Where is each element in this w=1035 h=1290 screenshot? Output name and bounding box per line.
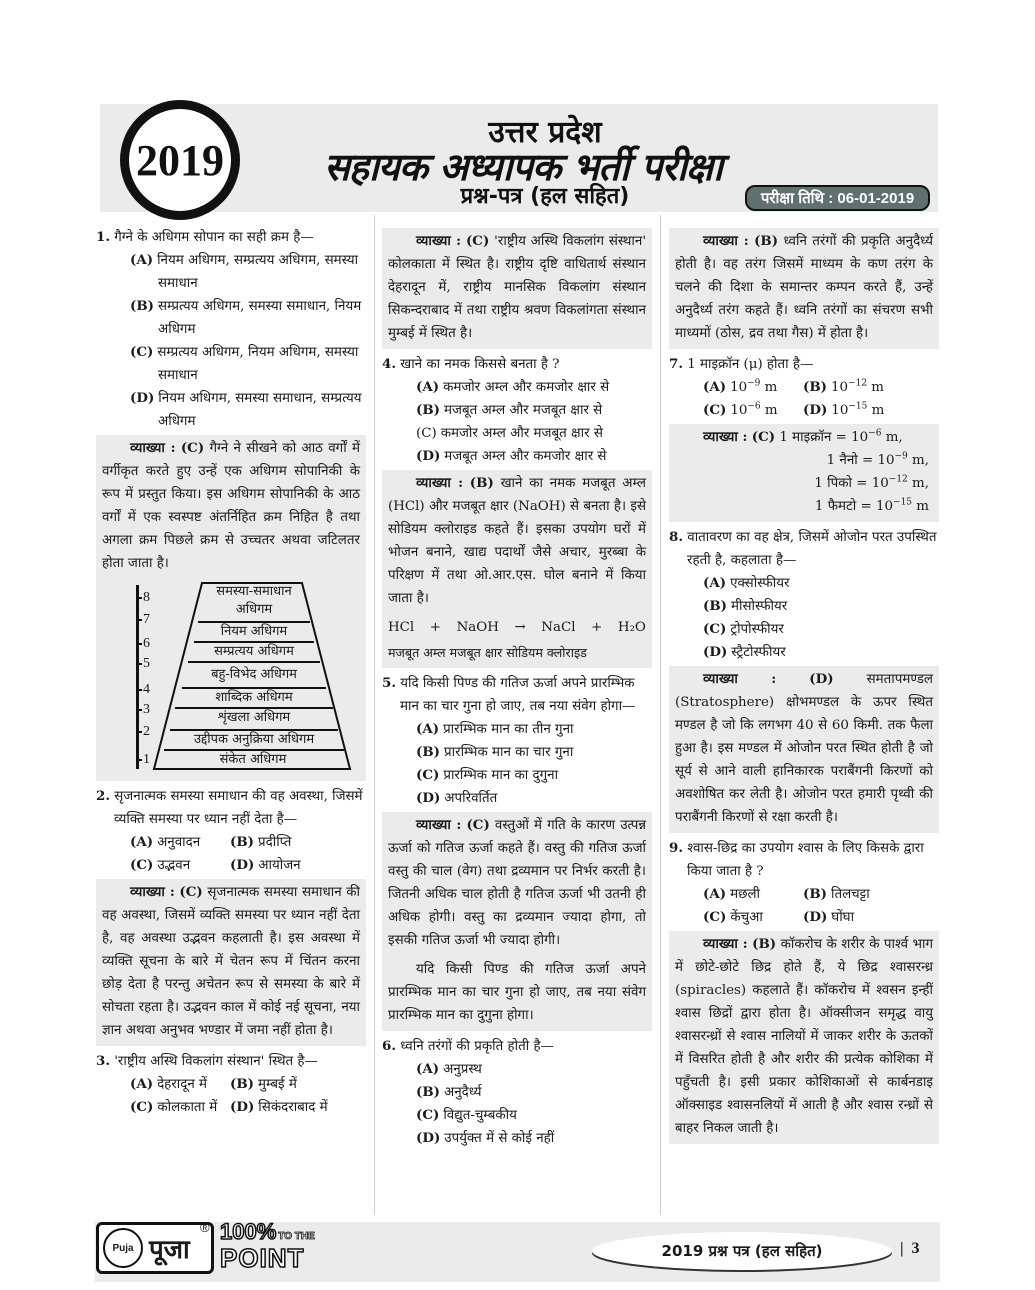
option-b: (B) तिलचट्टा <box>803 886 870 902</box>
option-a: (A) नियम अधिगम, सम्प्रत्यय अधिगम, समस्या समाधान <box>130 252 359 291</box>
option-a: (A) प्रारम्भिक मान का तीन गुना <box>416 721 574 737</box>
question-2: 2. सृजनात्मक समस्या समाधान की वह अवस्था, जिसमें व्यक्ति समस्या पर ध्यान नहीं देता है— (A) अनुवादन (B) प्रदीप्ति (C) उद्भवन (D) आयोजन <box>96 785 366 877</box>
publisher-logo <box>96 1222 214 1274</box>
option-b: (B) प्रारम्भिक मान का चार गुना <box>416 744 574 760</box>
footer-paper-label: 2019 प्रश्न पत्र (हल सहित) <box>592 1232 892 1270</box>
equation-labels: मजबूत अम्ल मजबूत क्षार सोडियम क्लोराइड <box>388 645 587 660</box>
column-divider <box>660 215 661 1215</box>
explanation-8: व्याख्या : (D) समतापमण्डल (Stratosphere) क्षोभमण्डल के ऊपर स्थित मण्डल है जो कि लगभग 40 से 60 किमी. तक फैला हुआ है। इस मण्डल में ओजोन परत स्थित होती है जो सूर्य से आने वाली हानिकारक पराबैंगनी किरणों को अवशोषित कर लेती है। ओजोन परत हमारी पृथ्वी की पराबैंगनी किरणों से रक्षा करती है। <box>669 666 939 833</box>
target-icon: POINT <box>220 1243 305 1273</box>
option-d: (D) आयोजन <box>230 857 301 873</box>
registered-icon: ® <box>200 1220 210 1235</box>
exam-date-badge: परीक्षा तिथि : 06-01-2019 <box>745 185 930 211</box>
scale-tick: 2 <box>136 725 150 739</box>
option-b: (B) सम्प्रत्यय अधिगम, समस्या समाधान, नियम अधिगम <box>130 298 362 337</box>
option-d: (D) घोंघा <box>803 909 855 925</box>
option-b: (B) मुम्बई में <box>230 1076 297 1092</box>
scale-tick: 4 <box>136 683 150 697</box>
explanation-1: व्याख्या : (C) गैग्ने ने सीखने को आठ वर्गों में वर्गीकृत करते हुए उन्हें एक अधिगम सोपानिकी के रूप में प्रस्तुत किया। इस अधिगम सोपानिकी के आठ वर्गों में एक स्वस्पष्ट अंतर्निहित क्रम निहित है तथा अगला क्रम पिछले क्रम से उच्चतर अथवा जटिलतर होता जाता है। 8 7 6 5 4 3 2 1 समस्या-समाधान अधिगम नियम अधिगम सम्प्रत्यय अधिगम बहु-विभेद अधिगम शाब्दिक अधिगम शृंखला अधिगम उद्दीपक अनुक्रिया अधिगम संकेत अधिगम <box>96 435 366 781</box>
page-title: सहायक अध्यापक भर्ती परीक्षा <box>324 145 722 189</box>
scale-tick: 1 <box>136 753 150 767</box>
scale-tick: 3 <box>136 703 150 717</box>
options-row <box>114 1073 366 1096</box>
options-row <box>114 831 366 854</box>
options-row <box>687 399 939 422</box>
scale-tick: 6 <box>136 637 150 651</box>
options-row <box>114 1096 366 1119</box>
option-c: (C) उद्भवन <box>130 857 191 873</box>
options-row <box>687 883 939 906</box>
question-5: 5. यदि किसी पिण्ड की गतिज ऊर्जा अपने प्रारम्भिक मान का चार गुना हो जाए, तब नया संवेग होगा— (A) प्रारम्भिक मान का तीन गुना (B) प्रारम्भिक मान का चार गुना (C) प्रारम्भिक मान का दुगुना (D) अपरिवर्तित <box>382 672 652 810</box>
question-3: 3. 'राष्ट्रीय अस्थि विकलांग संस्थान' स्थित है— (A) देहरादून में (B) मुम्बई में (C) कोलकाता में (D) सिकंदराबाद में <box>96 1050 366 1119</box>
option-d: (D) $10^{-15}$ m <box>803 401 885 418</box>
tagline-logo: 100% TO THE POINT <box>220 1220 355 1276</box>
option-a: (A) $10^{-9}$ m <box>703 378 778 395</box>
question-7: 7. 1 माइक्रॉन (μ) होता है— (A) $10^{-9}$ m (B) $10^{-12}$ m (C) $10^{-6}$ m (D) $10^{-15}$ m <box>669 353 939 422</box>
option-b: (B) $10^{-12}$ m <box>803 378 885 395</box>
option-a: (A) अनुवादन <box>130 834 201 850</box>
explanation-6: व्याख्या : (B) ध्वनि तरंगों की प्रकृति अनुदैर्ध्य होती है। वह तरंग जिसमें माध्यम के कण तरंग के चलने की दिशा के समान्तर कम्पन करते हैं, उन्हें अनुदैर्ध्य तरंग कहते हैं। ध्वनि तरंगों का संचरण सभी माध्यमों (ठोस, द्रव तथा गैस) में होता है। <box>669 228 939 349</box>
option-c: (C) कोलकाता में <box>130 1099 218 1115</box>
pyramid-tier-3: शृंखला अधिगम <box>170 709 338 731</box>
option-b: (B) मजबूत अम्ल और मजबूत क्षार से <box>416 402 603 418</box>
options-row <box>687 376 939 399</box>
option-c: (C) $10^{-6}$ m <box>703 401 778 418</box>
publisher-name: पूजा <box>149 1235 190 1265</box>
option-d: (D) नियम अधिगम, समस्या समाधान, सम्प्रत्यय अधिगम <box>130 390 362 429</box>
explanation-2: व्याख्या : (C) सृजनात्मक समस्या समाधान की वह अवस्था, जिसमें व्यक्ति समस्या पर ध्यान नहीं देता है, वह अवस्था उद्भवन कहलाती है। इस अवस्था में व्यक्ति सूचना के बारे में चेतन रूप में चिंतन करना छोड़ देता है परन्तु अचेतन रूप से समस्या के बारे में सोचता रहता है। उद्भवन काल में कोई नई सूचना, नया ज्ञान अथवा अनुभव भण्डार में जमा नहीं होता है। <box>96 879 366 1046</box>
scale-tick: 8 <box>136 591 150 605</box>
option-a: (A) अनुप्रस्थ <box>416 1061 482 1077</box>
header-state: उत्तर प्रदेश <box>488 115 602 150</box>
pyramid-tier-4: शाब्दिक अधिगम <box>175 689 333 709</box>
year-badge: 2019 <box>120 100 240 220</box>
page-subtitle: प्रश्न-पत्र (हल सहित) <box>460 184 630 209</box>
explanation-4: व्याख्या : (B) खाने का नमक मजबूत अम्ल (HCl) और मजबूत क्षार (NaOH) से बनता है। इसे सोडियम क्लोराइड कहते हैं। इसका उपयोग घरों में भोजन बनाने, खाद्य पदार्थों जैसे अचार, मुरब्बा के परिक्षण में तथा ओ.आर.एस. घोल बनाने में किया जाता है। HCl + NaOH → NaCl + H₂O मजबूत अम्ल मजबूत क्षार सोडियम क्लोराइड <box>382 470 652 668</box>
hand-logo-icon: Puja <box>103 1228 143 1268</box>
pyramid-tier-6: सम्प्रत्यय अधिगम <box>188 643 320 663</box>
option-d: (D) स्ट्रैटोस्फीयर <box>703 644 786 660</box>
column-1 <box>96 226 366 1119</box>
option-a: (A) कमजोर अम्ल और कमजोर क्षार से <box>416 379 610 395</box>
option-c: (C) सम्प्रत्यय अधिगम, नियम अधिगम, समस्या समाधान <box>130 344 359 383</box>
options-row <box>114 854 366 877</box>
option-b: (B) प्रदीप्ति <box>230 834 292 850</box>
pyramid-tier-1: संकेत अधिगम <box>219 752 287 767</box>
option-c: (C) केंचुआ <box>703 909 763 925</box>
option-d: (D) उपर्युक्त में से कोई नहीं <box>416 1130 555 1146</box>
explanation-9: व्याख्या : (B) कॉकरोच के शरीर के पार्श्व भाग में छोटे-छोटे छिद्र होते हैं, ये छिद्र श्वासरन्ध्र (spiracles) कहलाते हैं। कॉकरोच में श्वसन इन्हीं श्वास छिद्रों द्वारा होता है। ऑक्सीजन समृद्ध वायु श्वासरन्ध्रों से श्वास नालियों में जाकर शरीर के ऊतकों में विसरित होती है और शरीर की प्रत्येक कोशिका में पहुँचती है। इसी प्रकार कोशिकाओं से कार्बनडाइ ऑक्साइड श्वासनलियों में आती है और श्वास रन्ध्रों से बाहर निकल जाती है। <box>669 931 939 1144</box>
question-number: 1. <box>96 229 110 245</box>
option-c: (C) विद्युत-चुम्बकीय <box>416 1107 517 1123</box>
page-number: | 3 <box>900 1240 920 1257</box>
question-stem: गैग्ने के अधिगम सोपान का सही क्रम है— <box>114 230 314 245</box>
option-d: (D) अपरिवर्तित <box>416 790 498 806</box>
pyramid-tier-7: नियम अधिगम <box>194 623 314 643</box>
option-a: (A) मछली <box>703 886 761 902</box>
option-c: (C) ट्रोपोस्फीयर <box>703 621 784 637</box>
explanation-7: व्याख्या : (C) 1 माइक्रॉन = $10^{-6}$ m, 1 नैनो = $10^{-9}$ m, 1 पिको = $10^{-12}$ m, 1 फैमटो = $10^{-15}$ m <box>669 424 939 522</box>
question-9: 9. श्वास-छिद्र का उपयोग श्वास के लिए किसके द्वारा किया जाता है ? (A) मछली (B) तिलचट्टा (C) केंचुआ (D) घोंघा <box>669 837 939 929</box>
option-c: (C) कमजोर अम्ल और मजबूत क्षार से <box>416 426 603 441</box>
pyramid-tier-2: उद्दीपक अनुक्रिया अधिगम <box>164 731 344 751</box>
option-d: (D) मजबूत अम्ल और कमजोर क्षार से <box>416 448 607 464</box>
options-row <box>687 906 939 929</box>
option-b: (B) अनुदैर्ध्य <box>416 1084 482 1100</box>
option-a: (A) देहरादून में <box>130 1076 208 1092</box>
question-6: 6. ध्वनि तरंगों की प्रकृति होती है— (A) अनुप्रस्थ (B) अनुदैर्ध्य (C) विद्युत-चुम्बकीय (D) उपर्युक्त में से कोई नहीं <box>382 1035 652 1150</box>
option-d: (D) सिकंदराबाद में <box>230 1099 328 1115</box>
explanation-3: व्याख्या : (C) 'राष्ट्रीय अस्थि विकलांग संस्थान' कोलकाता में स्थित है। राष्ट्रीय दृष्टि वाधितार्थ संस्थान देहरादून में, राष्ट्रीय मानसिक विकलांग संस्थान सिकन्दराबाद में तथा राष्ट्रीय श्रवण विकलांगता संस्थान मुम्बई में स्थित है। <box>382 228 652 349</box>
column-3 <box>669 226 939 1148</box>
option-b: (B) मीसोस्फीयर <box>703 598 788 614</box>
chemical-equation: HCl + NaOH → NaCl + H₂O <box>388 620 646 635</box>
column-divider <box>374 215 375 1215</box>
question-1 <box>96 226 366 433</box>
column-2 <box>382 226 652 1150</box>
learning-hierarchy-diagram <box>102 577 360 777</box>
scale-tick: 5 <box>136 657 150 671</box>
option-a: (A) एक्सोस्फीयर <box>703 575 790 591</box>
explanation-5: व्याख्या : (C) वस्तुओं में गति के कारण उत्पन्न ऊर्जा को गतिज ऊर्जा कहते हैं। वस्तु की गतिज ऊर्जा वस्तु की चाल (वेग) तथा द्रव्यमान पर निर्भर करती है। जितनी अधिक चाल होती है गतिज ऊर्जा भी उतनी ही अधिक होगी। वस्तु का द्रव्यमान ज्यादा होगा, तो इसकी गतिज ऊर्जा भी ज्यादा होगी। यदि किसी पिण्ड की गतिज ऊर्जा अपने प्रारम्भिक मान का चार गुना हो जाए, तब नया संवेग प्रारम्भिक मान का दुगुना होगा। <box>382 812 652 1031</box>
question-4: 4. खाने का नमक किससे बनता है ? (A) कमजोर अम्ल और कमजोर क्षार से (B) मजबूत अम्ल और मजबूत क्षार से (C) कमजोर अम्ल और मजबूत क्षार से (D) मजबूत अम्ल और कमजोर क्षार से <box>382 353 652 468</box>
pyramid-tier-5: बहु-विभेद अधिगम <box>182 663 326 689</box>
question-8: 8. वातावरण का वह क्षेत्र, जिसमें ओजोन परत उपस्थित रहती है, कहलाता है— (A) एक्सोस्फीयर (B) मीसोस्फीयर (C) ट्रोपोस्फीयर (D) स्ट्रैटोस्फीयर <box>669 526 939 664</box>
option-c: (C) प्रारम्भिक मान का दुगुना <box>416 767 559 783</box>
scale-tick: 7 <box>136 613 150 627</box>
pyramid-tier-8: समस्या-समाधान अधिगम <box>198 583 310 623</box>
